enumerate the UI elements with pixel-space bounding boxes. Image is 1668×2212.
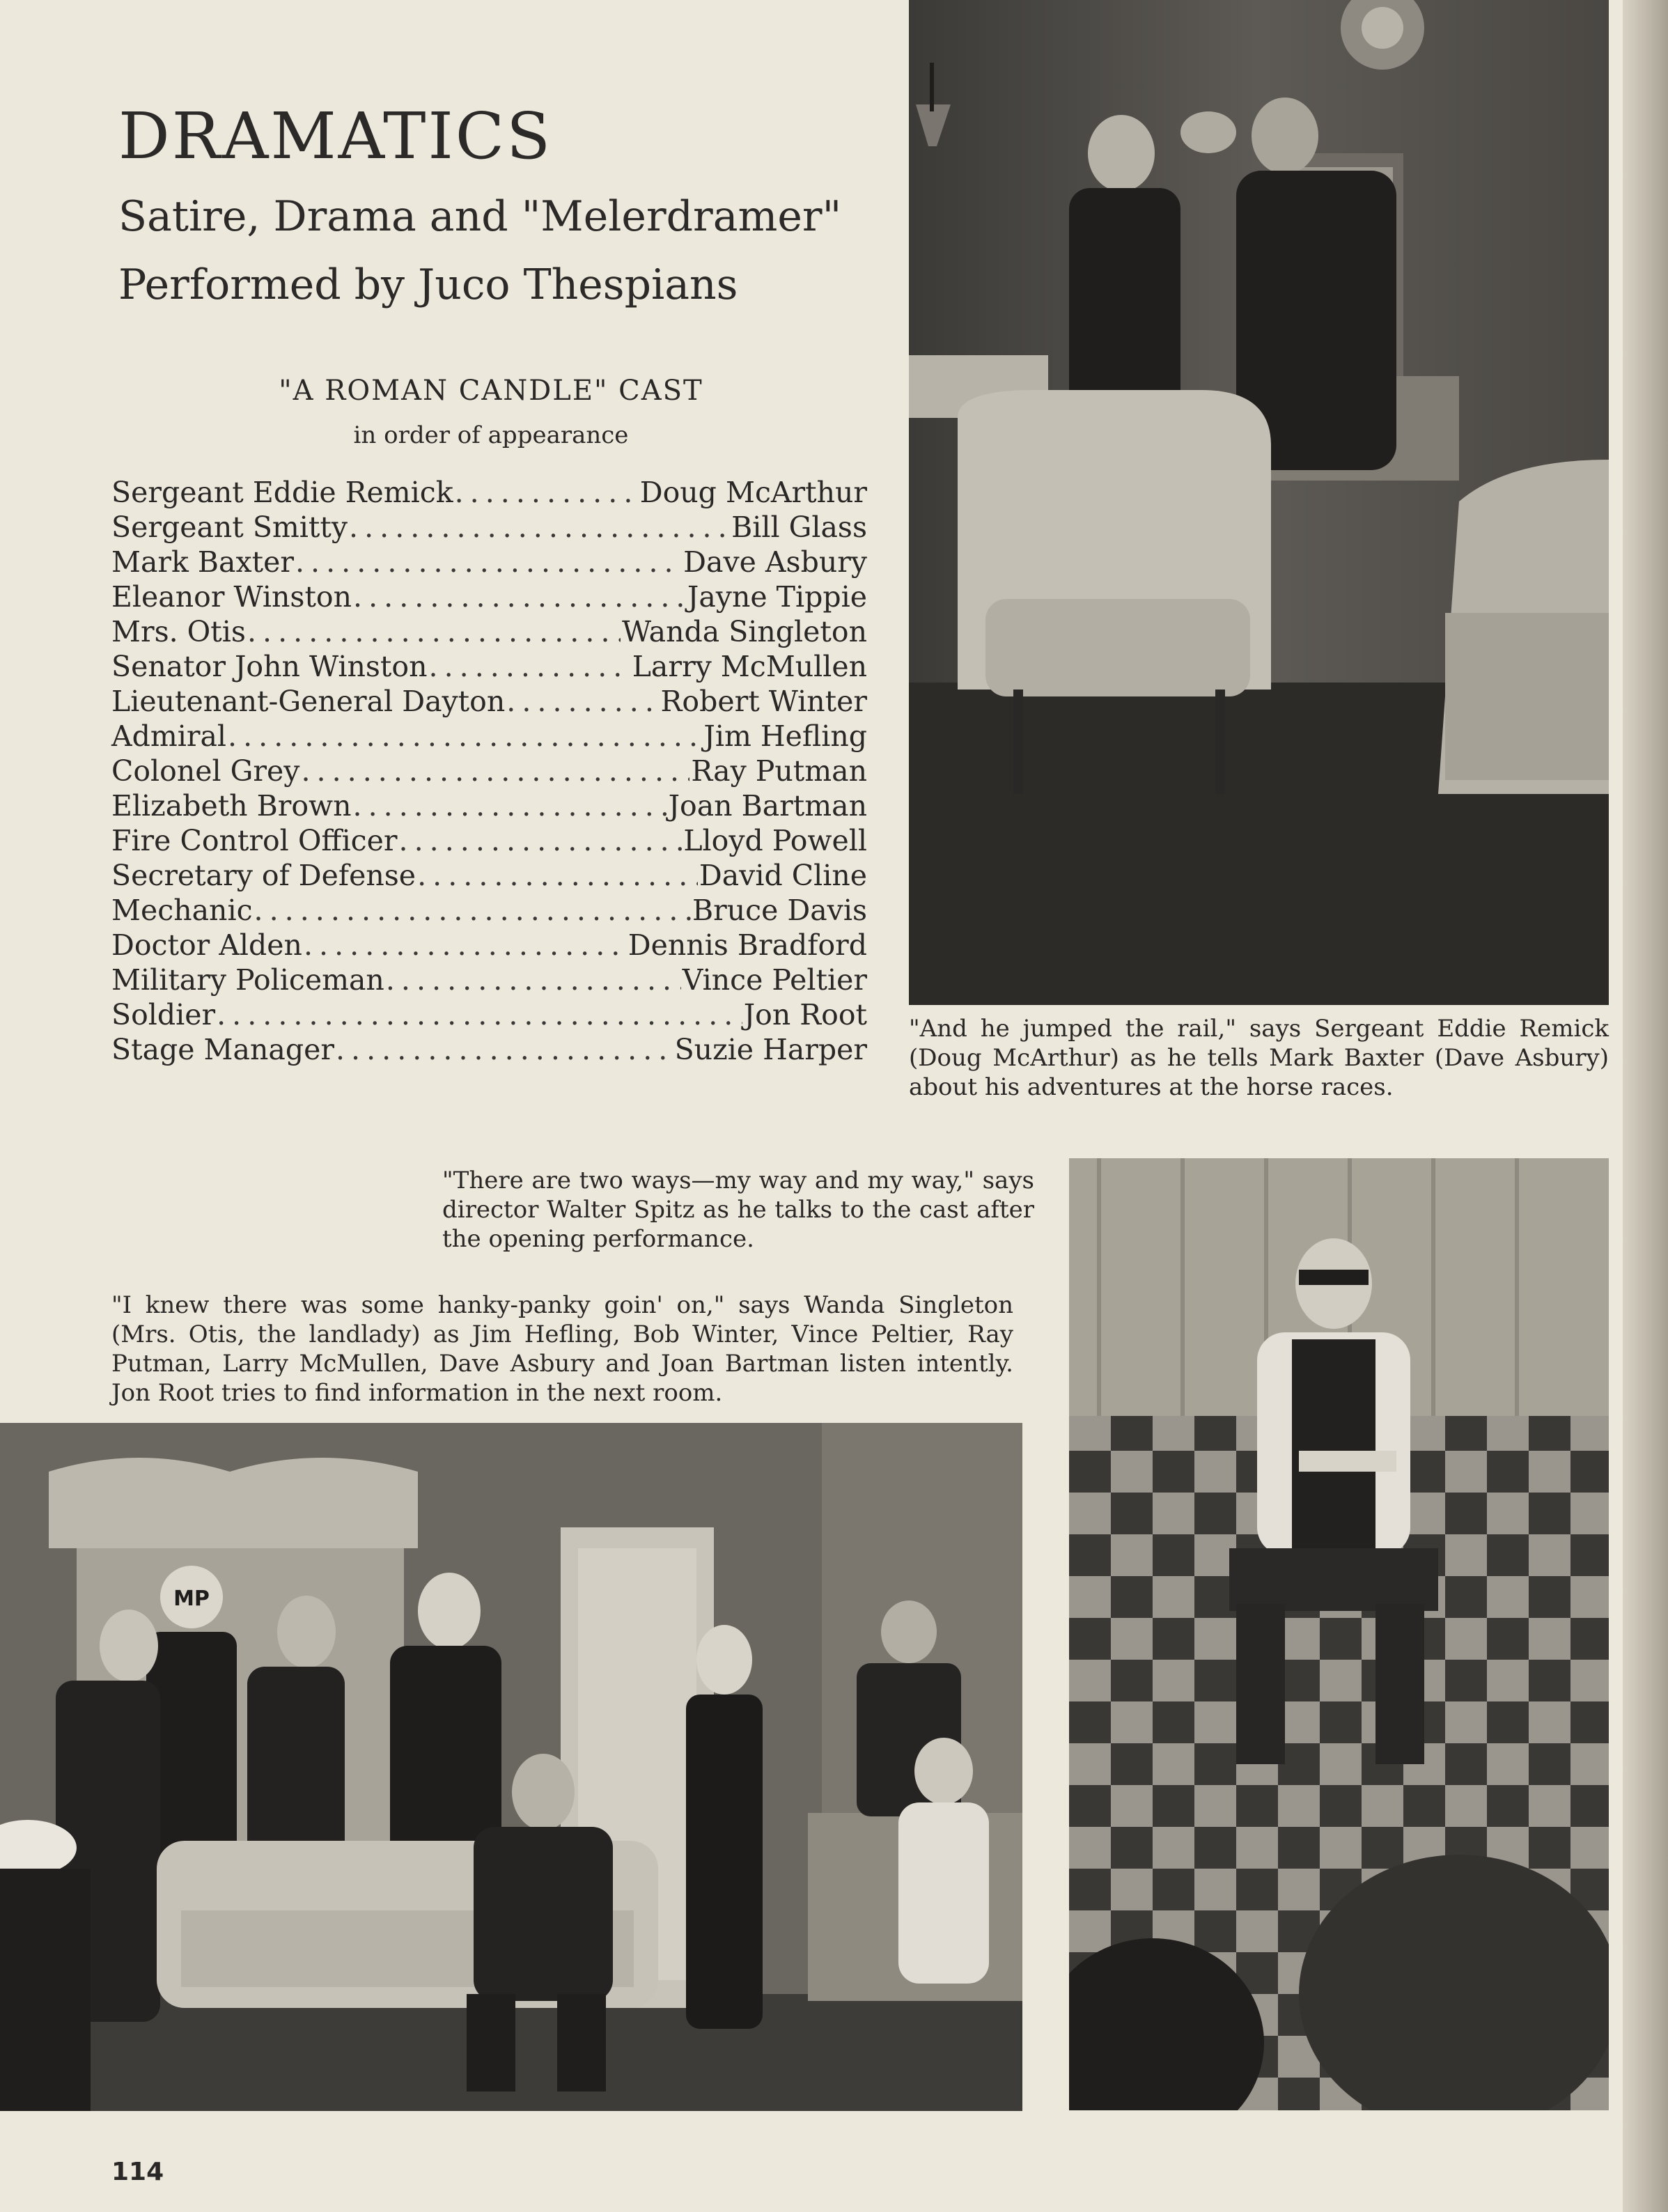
- cast-role: Sergeant Smitty: [111, 511, 348, 544]
- cast-heading: "A ROMAN CANDLE" CAST: [279, 375, 703, 407]
- cast-role: Mechanic: [111, 894, 253, 927]
- cast-role: Mrs. Otis: [111, 615, 246, 648]
- cast-subheading: in order of appearance: [353, 421, 629, 449]
- leader-dots: [247, 615, 621, 648]
- cast-row: [111, 789, 867, 824]
- leader-dots: [353, 789, 667, 823]
- cast-actor: Jon Root: [743, 998, 867, 1031]
- caption-group-photo: "I knew there was some hanky-panky goin' on," says Wanda Singleton (Mrs. Otis, the landlady) as Jim Hefling, Bob Winter, Vince Peltier, Ray Putman, Larry McMullen, Dave Asbury and Joan Bartman listen intently. Jon Root tries to find information in the next room.: [111, 1291, 1013, 1407]
- cast-row: [111, 476, 867, 511]
- cast-role: Eleanor Winston: [111, 580, 352, 614]
- cast-row: [111, 685, 867, 719]
- leader-dots: [301, 754, 689, 788]
- cast-actor: Suzie Harper: [674, 1033, 867, 1066]
- cast-row: [111, 1033, 867, 1068]
- cast-row: [111, 511, 867, 545]
- cast-actor: Doug McArthur: [639, 476, 867, 509]
- cast-actor: Jayne Tippie: [687, 580, 867, 614]
- cast-role: Stage Manager: [111, 1033, 334, 1066]
- leader-dots: [399, 824, 683, 857]
- leader-dots: [336, 1033, 673, 1066]
- cast-actor: Bruce Davis: [692, 894, 867, 927]
- cast-list: [111, 476, 867, 1068]
- leader-dots: [455, 476, 639, 509]
- leader-dots: [429, 650, 631, 683]
- cast-row: [111, 754, 867, 789]
- leader-dots: [304, 928, 627, 962]
- leader-dots: [228, 719, 702, 753]
- cast-role: Senator John Winston: [111, 650, 428, 683]
- photo-director-image: [1069, 1158, 1609, 2110]
- cast-role: Doctor Alden: [111, 928, 302, 962]
- page-number: 114: [111, 2158, 164, 2186]
- caption-living-room-photo: "And he jumped the rail," says Sergeant Eddie Remick (Doug McArthur) as he tells Mark Baxter (Dave Asbury) about his adventures at the horse races.: [909, 1015, 1609, 1101]
- cast-row: [111, 719, 867, 754]
- subtitle-line-2: Performed by Juco Thespians: [118, 260, 738, 309]
- cast-role: Soldier: [111, 998, 216, 1031]
- cast-row: [111, 824, 867, 859]
- cast-row: [111, 859, 867, 894]
- photo-living-room-scene: [909, 0, 1609, 1005]
- cast-row: [111, 580, 867, 615]
- cast-row: [111, 928, 867, 963]
- leader-dots: [353, 580, 686, 614]
- cast-row: [111, 998, 867, 1033]
- page-subtitle: [118, 182, 884, 319]
- leader-dots: [349, 511, 730, 544]
- subtitle-line-1: Satire, Drama and "Melerdramer": [118, 192, 842, 241]
- cast-role: Lieutenant-General Dayton: [111, 685, 506, 718]
- leader-dots: [295, 545, 682, 579]
- leader-dots: [217, 998, 742, 1031]
- cast-role: Sergeant Eddie Remick: [111, 476, 453, 509]
- cast-row: [111, 650, 867, 685]
- cast-actor: Joan Bartman: [668, 789, 867, 823]
- photo-living-room-image: [909, 0, 1609, 1005]
- leader-dots: [417, 859, 698, 892]
- caption-director-photo: "There are two ways—my way and my way," says director Walter Spitz as he talks to the cast after the opening performance.: [442, 1167, 1034, 1253]
- cast-actor: Lloyd Powell: [683, 824, 867, 857]
- leader-dots: [386, 963, 681, 997]
- photo-group-image: [0, 1423, 1022, 2111]
- photo-director-talking: [1069, 1158, 1609, 2110]
- page-title: DRAMATICS: [118, 99, 553, 173]
- cast-role: Elizabeth Brown: [111, 789, 352, 823]
- cast-row: [111, 615, 867, 650]
- cast-actor: Robert Winter: [660, 685, 867, 718]
- cast-role: Admiral: [111, 719, 227, 753]
- cast-actor: Wanda Singleton: [622, 615, 867, 648]
- cast-actor: Bill Glass: [731, 511, 867, 544]
- cast-actor: David Cline: [699, 859, 867, 892]
- cast-role: Colonel Grey: [111, 754, 300, 788]
- cast-actor: Ray Putman: [691, 754, 867, 788]
- cast-role: Military Policeman: [111, 963, 384, 997]
- cast-row: [111, 894, 867, 928]
- cast-actor: Larry McMullen: [632, 650, 867, 683]
- cast-row: [111, 545, 867, 580]
- mp-helmet-label: MP: [173, 1587, 210, 1611]
- cast-row: [111, 963, 867, 998]
- cast-role: Secretary of Defense: [111, 859, 416, 892]
- cast-actor: Jim Hefling: [703, 719, 867, 753]
- cast-actor: Dave Asbury: [683, 545, 867, 579]
- book-spine-shadow: [1623, 0, 1668, 2212]
- photo-group-scene: [0, 1423, 1022, 2111]
- cast-actor: Vince Peltier: [682, 963, 867, 997]
- leader-dots: [506, 685, 659, 718]
- leader-dots: [254, 894, 691, 927]
- cast-role: Mark Baxter: [111, 545, 294, 579]
- cast-role: Fire Control Officer: [111, 824, 398, 857]
- cast-actor: Dennis Bradford: [628, 928, 867, 962]
